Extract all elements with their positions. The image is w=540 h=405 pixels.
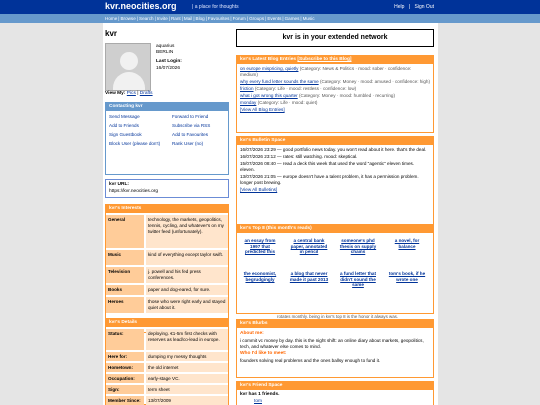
top8-item[interactable]: tom's book, if he wrote one [388,271,426,282]
blog-entry-meta: (Category: News & Politics · mood: sober · confidence: medium) [240,66,412,77]
subscribe-rss-link[interactable]: Subscribe via RSS [172,123,211,128]
detail-value: deploying. €1-5m first checks with reserves as lead/co-lead in europe. [146,329,228,350]
interest-key: Television [106,267,144,283]
interest-value: paper and dog-eared, for sure. [146,285,228,295]
blog-entry-meta: (Category: Money · mood: humbled · recurring) [299,93,395,98]
nav-divider: | [154,16,156,21]
detail-row-member-since [106,396,228,405]
detail-key: Member Since: [106,396,144,405]
avatar-head-shape [120,52,138,70]
top8-item[interactable]: the economist, begrudgingly [243,271,277,282]
blog-entry [240,66,430,78]
sign-guestbook-link[interactable]: Sign Guestbook [109,132,142,137]
top8-item[interactable]: an essay from 1997 that predicted this [244,238,276,254]
detail-value: dumping my messy thoughts [146,352,228,361]
nav-link-search[interactable]: Search [139,16,154,21]
detail-key: Hometown: [106,363,144,372]
detail-row-hometown [106,363,228,372]
nav-divider: | [118,16,120,21]
blog-entry [240,93,430,99]
nav-link-events[interactable]: Events [267,16,282,21]
view-pics-link[interactable]: Pics [126,91,136,96]
who-to-meet-heading: Who I'd like to meet: [240,351,287,356]
blog-header [237,56,433,64]
top-bar [0,0,540,14]
add-to-favourites-link[interactable]: Add to Favourites [172,132,209,137]
blog-entry-link[interactable]: why every fund letter sounds the same [240,79,319,84]
site-tagline: | a place for thoughts [192,4,239,10]
nav-divider: | [136,16,138,21]
last-login-label: Last Login: [156,59,182,65]
interest-row-television [106,267,228,283]
blog-entry [240,86,430,92]
sign-out-link[interactable]: Sign Out [414,4,434,10]
who-to-meet-text: founders solving real problems and the ones ballsy enough to fund it. [240,358,381,363]
top8-item[interactable]: someone's phd thesis on supply chains [339,238,377,254]
interests-section [105,204,229,333]
nav-link-favourites[interactable]: Favourites [207,16,230,21]
blog-list [237,64,433,116]
contact-box [105,102,229,175]
top8-grid [237,233,433,323]
nav-divider: | [168,16,170,21]
detail-key: Occupation: [106,374,144,383]
interest-value: kind of everything except taylor swift. [146,250,228,265]
nav-link-browse[interactable]: Browse [120,16,136,21]
detail-value: term sheet [146,385,228,394]
details-title: kvr's Details [106,319,228,327]
extended-network-banner: kvr is in your extended network [236,29,434,47]
nav-divider: | [193,16,195,21]
detail-key: Here for: [106,352,144,361]
top-links [391,4,434,10]
bulletin-list [237,145,433,196]
blog-box [236,55,434,133]
nav-link-music[interactable]: Music [302,16,315,21]
bulletin-title: kvr's Bulletin Space [237,137,433,145]
top8-item[interactable]: a central bank paper, annotated in pencil [290,238,328,254]
bulletin-item: 15/07/2026 08:40 — read a deck this week that used the word "agentic" eleven times. eleven. [240,161,415,172]
profile-meta [156,44,182,72]
nav-link-rant[interactable]: Rant [170,16,181,21]
interests-title: kvr's Interests [106,205,228,213]
add-to-friends-link[interactable]: Add to Friends [109,123,139,128]
nav-link-games[interactable]: Games [284,16,300,21]
view-all-bulletins-link[interactable]: [View All Bulletins] [240,187,278,192]
view-my-row: View My: Pics | Drafts [105,91,153,96]
site-brand[interactable]: kvr.neocities.org [105,1,177,11]
blog-entry-meta: (Category: Life · mood: restless · confidence: low) [254,86,357,91]
bulletin-box [236,136,434,231]
detail-value: the old internet [146,363,228,372]
interest-value: j. powell and his fed press conferences. [146,267,228,283]
top8-note: rotates monthly. being in kvr's top 8 is the honor it always was. [277,314,399,319]
interest-row-general [106,215,228,248]
interest-key: Music [106,250,144,265]
nav-links [105,16,316,21]
last-login-value: 16/07/2026 [156,65,181,71]
nav-link-mail[interactable]: Mail [183,16,193,21]
friend-space-body [237,390,433,405]
interest-row-books [106,285,228,295]
friend-link[interactable]: tom [254,399,262,404]
top8-box [236,224,434,319]
nav-link-forum[interactable]: Forum [232,16,246,21]
blog-entry [240,100,430,106]
detail-key: Status: [106,329,144,350]
blurbs-title: kvr's Blurbs [237,320,433,328]
forward-to-friend-link[interactable]: Forward to Friend [172,114,209,119]
interest-row-music [106,250,228,265]
profile-city: BERLIN [156,50,174,56]
detail-value: early-stage VC. [146,374,228,383]
interest-key: General [106,215,144,248]
blog-entry-meta: (Category: Money · mood: amused · confidence: high) [319,79,430,84]
interest-key: Books [106,285,144,295]
blog-entry [240,79,430,85]
blog-entry-link[interactable]: friction [240,86,254,91]
block-user-link[interactable]: Block User (please don't) [109,141,161,146]
nav-divider: | [282,16,284,21]
view-all-blog-link[interactable]: [View All Blog Entries] [240,107,285,112]
blog-entry-link[interactable]: on europe mispricing, quietly [240,66,299,71]
detail-row-occupation [106,374,228,383]
blurbs-body [237,328,433,366]
bulletin-item: 13/07/2026 21:05 — europe doesn't have a talent problem, it has a permission problem. longer post brewing. [240,174,419,185]
view-my-label: View My: [105,91,126,96]
about-me-text: i commit vc money by day. this is the night shift: an online diary about markets, geopolitics, tech, and whatever else comes to mind. [240,338,424,349]
about-me-heading: About me: [240,331,264,336]
friend-space-title: kvr's Friend Space [237,382,433,390]
rank-user-link[interactable]: Rank User (no) [172,141,204,146]
blog-entry-link[interactable]: monday [240,100,257,105]
blog-entry-link[interactable]: what i got wrong this quarter [240,93,298,98]
nav-divider: | [300,16,302,21]
top8-item[interactable]: a fund letter that didn't sound the same [340,271,376,287]
nav-link-invite[interactable]: Invite [156,16,168,21]
interest-value: those who were right early and stayed quiet about it. [146,297,228,313]
nav-divider: | [230,16,232,21]
view-drafts-link[interactable]: Drafts [139,91,153,96]
nav-link-blog[interactable]: Blog [195,16,205,21]
help-link[interactable]: Help [394,4,405,10]
contact-title: Contacting kvr [106,103,228,111]
blog-title: kvr's Latest Blog Entries [240,57,297,62]
bulletin-item: 16/07/2026 23:29 — good portfolio news today. you won't read about it here. that's the deal. [240,147,427,152]
detail-row-status [106,329,228,350]
blurbs-box [236,319,434,378]
profile-page [103,23,438,405]
detail-row-here-for [106,352,228,361]
interest-value: technology, the markets, geopolitics, tennis, cycling, and whatever's on my twitter feed (unfortunately). [146,215,228,248]
nav-divider: | [181,16,183,21]
url-box [105,179,229,198]
detail-key: Sign: [106,385,144,394]
blog-entry-meta: (Category: Life · mood: quiet) [257,100,318,105]
detail-value: 13/07/2009 [146,396,228,405]
avatar[interactable] [105,43,151,91]
send-message-link[interactable]: Send Message [109,114,140,119]
detail-row-sign [106,385,228,394]
friend-space-box [236,381,434,405]
subscribe-blog-link[interactable]: [Subscribe to this Blog] [297,57,352,62]
details-section [105,318,229,405]
friend-count: kvr has 1 friends. [240,392,280,397]
url-value[interactable]: https://kvr.neocities.org [109,189,159,194]
nav-divider: | [265,16,267,21]
bulletin-item: 16/07/2026 23:12 — rates: still watching. mood: skeptical. [240,154,358,159]
nav-link-home[interactable]: Home [105,16,118,21]
top8-item[interactable]: a blog that never made it past 2013 [289,271,329,282]
profile-sign: aquarius [156,44,175,49]
nav-bar [0,14,540,23]
top8-item[interactable]: a novel, for balance [394,238,420,249]
nav-divider: | [246,16,249,21]
nav-divider: | [205,16,207,21]
nav-link-groups[interactable]: Groups [249,16,265,21]
interest-row-heroes [106,297,228,313]
top8-title: kvr's Top 8 (this month's reads) [237,225,433,233]
avatar-body-shape [113,72,145,91]
url-label: kvr URL: [109,182,129,187]
interest-key: Heroes [106,297,144,313]
profile-name: kvr [105,29,118,38]
top-divider: | [408,4,411,10]
